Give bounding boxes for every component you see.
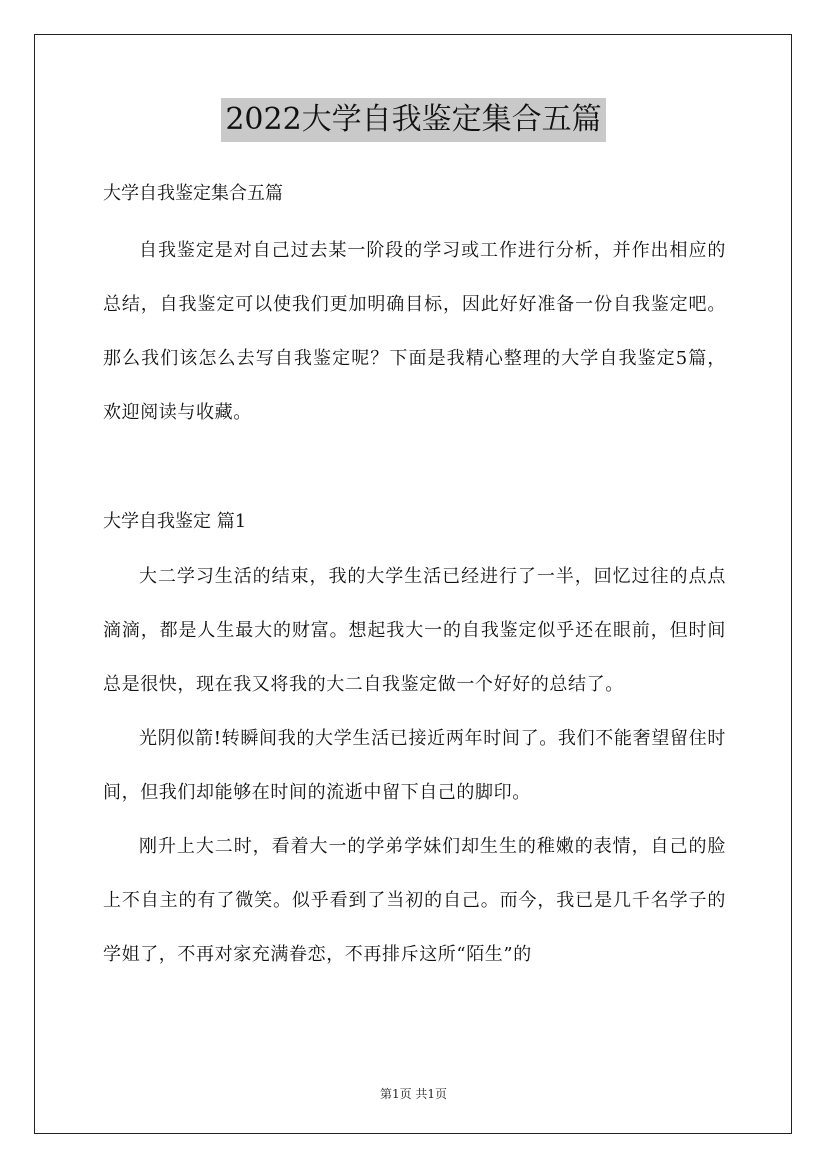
intro-paragraph: 自我鉴定是对自己过去某一阶段的学习或工作进行分析，并作出相应的总结，自我鉴定可以使我们更加明确目标，因此好好准备一份自我鉴定吧。那么我们该怎么去写自我鉴定呢？下面是我精心整理的大学自我鉴定5篇，欢迎阅读与收藏。	[103, 240, 726, 423]
page-footer: 第1页 共1页	[379, 1087, 448, 1101]
body-paragraph-1: 大二学习生活的结束，我的大学生活已经进行了一半，回忆过往的点点滴滴，都是人生最大的财富。想起我大一的自我鉴定似乎还在眼前，但时间总是很快，现在我又将我的大二自我鉴定做一个好好的总结了。	[103, 566, 726, 695]
body-paragraph-2: 光阴似箭!转瞬间我的大学生活已接近两年时间了。我们不能奢望留住时间，但我们却能够在时间的流逝中留下自己的脚印。	[103, 728, 726, 803]
document-body	[103, 170, 726, 982]
subtitle: 大学自我鉴定集合五篇	[103, 183, 283, 204]
document-title: 2022大学自我鉴定集合五篇	[221, 98, 605, 142]
section-heading: 大学自我鉴定 篇1	[103, 511, 247, 532]
body-paragraph-3: 刚升上大二时，看着大一的学弟学妹们却生生的稚嫩的表情，自己的脸上不自主的有了微笑。似乎看到了当初的自己。而今，我已是几千名学子的学姐了，不再对家充满眷恋，不再排斥这所“陌生”的	[103, 836, 726, 965]
section-spacer	[103, 440, 726, 498]
title-container	[0, 98, 827, 142]
